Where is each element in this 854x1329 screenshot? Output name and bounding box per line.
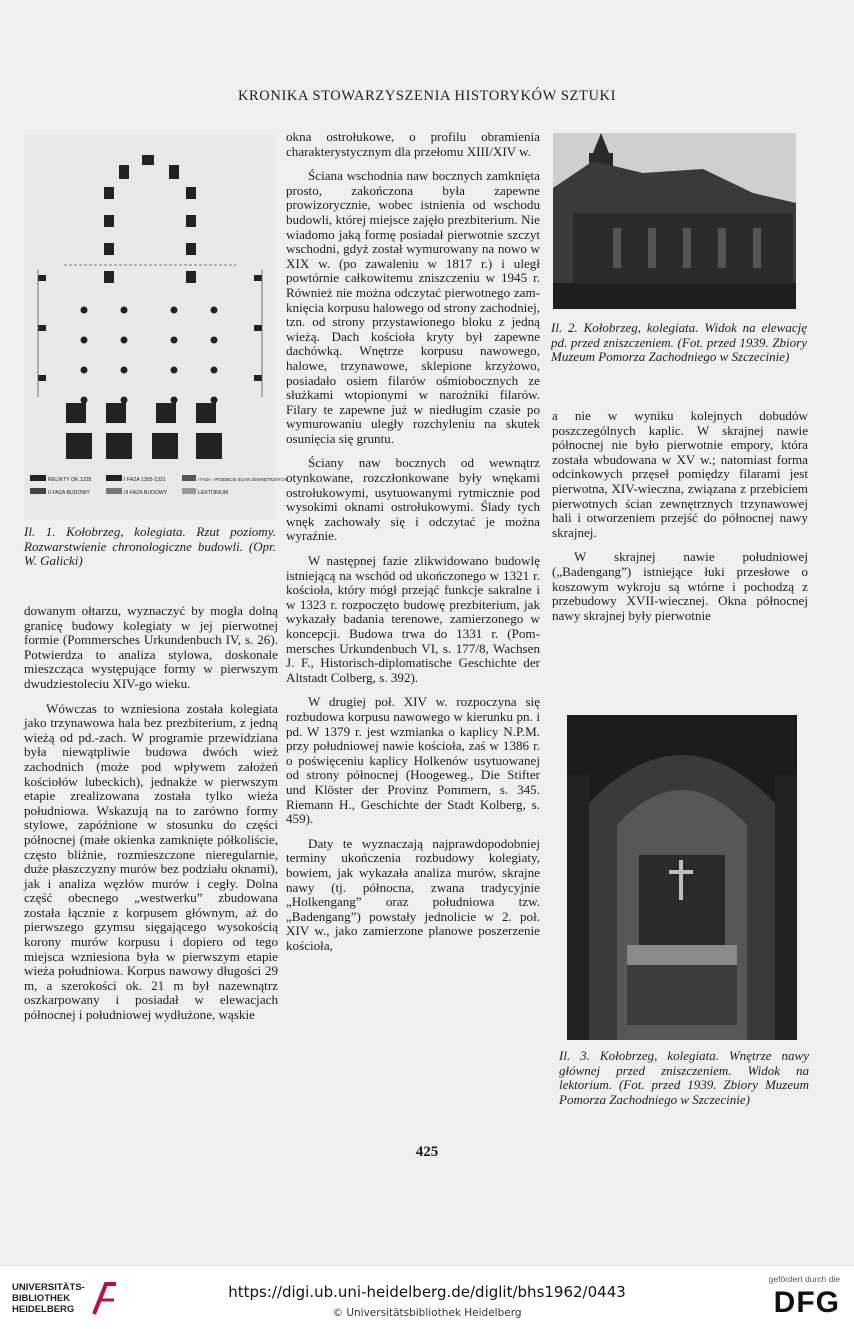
interior-photo	[567, 715, 797, 1040]
text-column-1	[24, 604, 278, 1023]
legend-label-2: I FAZA 1305-1321	[124, 477, 166, 483]
figure-1-caption: Il. 1. Kołobrzeg, kolegiata. Rzut poziomy. Rozwarstwienie chronologiczne budowli. (Opr. W. Galicki)	[24, 524, 276, 568]
col2-paragraph-4: W następnej fazie zlikwidowano budowlę istniejącą na wschód od ukończonego w 1321 r. kościoła, który mógł przejąć funkcje sakralne i w 1323 r. rozpoczęto budowę prezbiterium, jak wykazały badania terenowe, zamierzonego w koncepcji. Budowa trwa do 1331 r. (Pommersches Urkundenbuch VI, s. 177/8, Wachsen J. F., Historisch-diplomatische Geschichte der Altstadt Colberg, s. 392).	[286, 553, 540, 685]
col2-paragraph-3: Ściany naw bocznych od wewnątrz otynkowane, rozczłonkowane były wnękami ostrołukowymi, usytuowanymi rytmicznie pod wysokimi oknami ostrołukowymi. Ślady tych wnęk zachowały się i odczytać je można wyraźnie.	[286, 455, 540, 544]
floor-plan-drawing	[24, 135, 287, 520]
col3-paragraph-2: W skrajnej nawie południowej („Badengang”) istniejące łuki przesłowe o koszowym wykroju są wtórne i pochodzą z przebudowy XVII-wiecznej. Okna północnej nawy skrajnej były pierwotnie	[552, 549, 808, 623]
col1-paragraph-1: dowanym ołtarzu, wyznaczyć by mogła dolną granicę budowy kolegiaty w jej pierwotnej formie (Pommersches Urkundenbuch IV, s. 26). Potwierdza to analiza stylowa, doskonale mieszcząca występujące formy w pierwszym dwudziestoleciu XIV-go wieku.	[24, 603, 278, 691]
copyright-notice: © Universitätsbibliothek Heidelberg	[332, 1307, 522, 1319]
permalink-url[interactable]: https://digi.ub.uni-heidelberg.de/diglit/bhs1962/0443	[228, 1283, 626, 1301]
figure-2-caption: Il. 2. Kołobrzeg, kolegiata. Widok na elewację pd. przed zniszczeniem. (Fot. przed 1939. Zbiory Muzeum Pomorza Zachodniego w Szczecinie)	[551, 320, 807, 364]
col2-paragraph-6: Daty te wyznaczają najprawdopodobniej terminy ukończenia rozbudowy kolegiaty, bowiem, jak wykazała analiza murów, skrajne nawy (tj. północna, zwana tradycyjnie „Holkengang” oraz południowa tzw. „Badengang”) powstały jednolicie w 2. poł. XIV w., jako zamierzone planowe poszerzenie kościoła,	[286, 835, 540, 953]
church-interior-illustration	[567, 715, 797, 1040]
legend-label-5: III FAZA BUDOWY	[124, 490, 168, 496]
library-name-line-1: UNIVERSITÄTS-	[12, 1282, 85, 1293]
legend-label-3: I FAZA - PRZEBICIE ŚCIAN ZEWNĘTRZNYCH	[198, 477, 287, 482]
dfg-wordmark: DFG	[773, 1286, 840, 1319]
text-column-3	[552, 409, 808, 623]
col2-paragraph-2: Ściana wschodnia naw bocznych zamknięta prosto, zakończona była zapewne prowizorycznie, wobec istnienia od wschodu budowli, której miejsce zajęło prezbiterium. Nie wiadomo jaką formę posiadał pierwotnie szczyt wschodni, gdyż został wymurowany na nowo w XIX w. (po zawaleniu w 1817 r.) i uległ powtórnie całkowitemu zniszczeniu w 1945 r. Również nie można odczytać pierwotnego zamknięcia korpusu halowego od strony zachodniej, tzn. od strony przystawionego bloku z jedną wieżą. Dach kościoła kryty był zapewne dachówką. Wnętrze korpusu nawowego, halowe, trzynawowe, sklepione krzyżowo, posiadało osiem filarów ośmiobocznych ze służkami wtopionymi w narożniki filarów. Filary te zapewne już w niedługim czasie po wymurowaniu uległy rozchyleniu na skutek osunięcia się gruntu.	[286, 168, 540, 446]
footer-bar	[0, 1265, 854, 1329]
legend-label-6: LEKTORIUM	[198, 490, 229, 496]
exterior-photo	[553, 133, 796, 309]
legend-label-4: II FAZA BUDOWY	[48, 490, 90, 496]
floor-plan-figure	[24, 135, 287, 520]
text-column-2	[286, 130, 540, 953]
col1-paragraph-2: Wówczas to wzniesiona została kolegiata jako trzynawowa hala bez prezbiterium, z jedną wieżą od pd.-zach. W programie przewidziana była niewątpliwie budowa dwóch wież zachodnich (może pod wpływem założeń kościołów lubeckich), jednakże w pierwszym etapie zrealizowana została tylko wieża południowa. Wskazują na to zarówno formy stylowe, zapóźnione w stosunku do części północnej (małe okienka zamknięte półkoliście, często bliźnie, rozmieszczone nieregularnie, duże płaszczyzny murów bez podziału oknami), jak i analiza węzłów murów i cegły. Dolna część obecnego „westwerku” zbudowana została łącznie z korpusem głównym, aż do pierwszego gzymsu sięgającego wysokością korony murów korpusu i dopiero od tego miejsca wzniesiona była w pierwszym etapie wieża południowa. Korpus nawowy długości 29 m, a szerokości ok. 21 m był nazewnątrz oszkarpowany i posiadał w elewacjach północnej i południowej wydłużone, wąskie	[24, 700, 278, 1023]
library-name-line-3: HEIDELBERG	[12, 1304, 75, 1315]
legend-label-1: RELIKTY OK.1235	[48, 477, 92, 483]
col2-paragraph-1: okna ostrołukowe, o profilu obramienia charakterystycznym dla przełomu XIII/XIV w.	[286, 129, 540, 159]
church-exterior-illustration	[553, 133, 796, 309]
col3-paragraph-1: a nie w wyniku kolejnych dobudów poszczególnych kaplic. W skrajnej nawie północnej nie było pierwotnie empory, która została wbudowana w XV w.; natomiast forma odcinkowych przęseł pomiędzy filarami jest pierwotna, XIV-wieczna, związana z przebiciem pierwotnych ścian zewnętrznych trzynawowej hali i otworzeniem przejść do północnej nawy skrajnej.	[552, 408, 808, 540]
figure-3-caption: Il. 3. Kołobrzeg, kolegiata. Wnętrze nawy głównej przed zniszczeniem. Widok na lektorium. (Fot. przed 1939. Zbiory Muzeum Pomorza Zachodniego w Szczecinie)	[559, 1048, 809, 1107]
dfg-logo[interactable]	[760, 1274, 840, 1324]
dfg-funding-note: gefördert durch die	[768, 1274, 840, 1284]
running-header: KRONIKA STOWARZYSZENIA HISTORYKÓW SZTUKI	[237, 88, 617, 104]
col2-paragraph-5: W drugiej poł. XIV w. rozpoczyna się rozbudowa korpusu nawowego w kierunku pn. i pd. W 1379 r. jest wzmianka o kaplicy N.P.M. przy południowej nawie kościoła, zaś w 1386 r. o poświęceniu kaplicy Holkenów usytuowanej od strony północnej (Hoogeweg., Die Stifter und Klöster der Provinz Pommern, s. 345. Riemann H., Geschichte der Stadt Kolberg, s. 459).	[286, 694, 540, 827]
page-number: 425	[415, 1144, 439, 1160]
library-name-line-2: BIBLIOTHEK	[12, 1293, 71, 1304]
